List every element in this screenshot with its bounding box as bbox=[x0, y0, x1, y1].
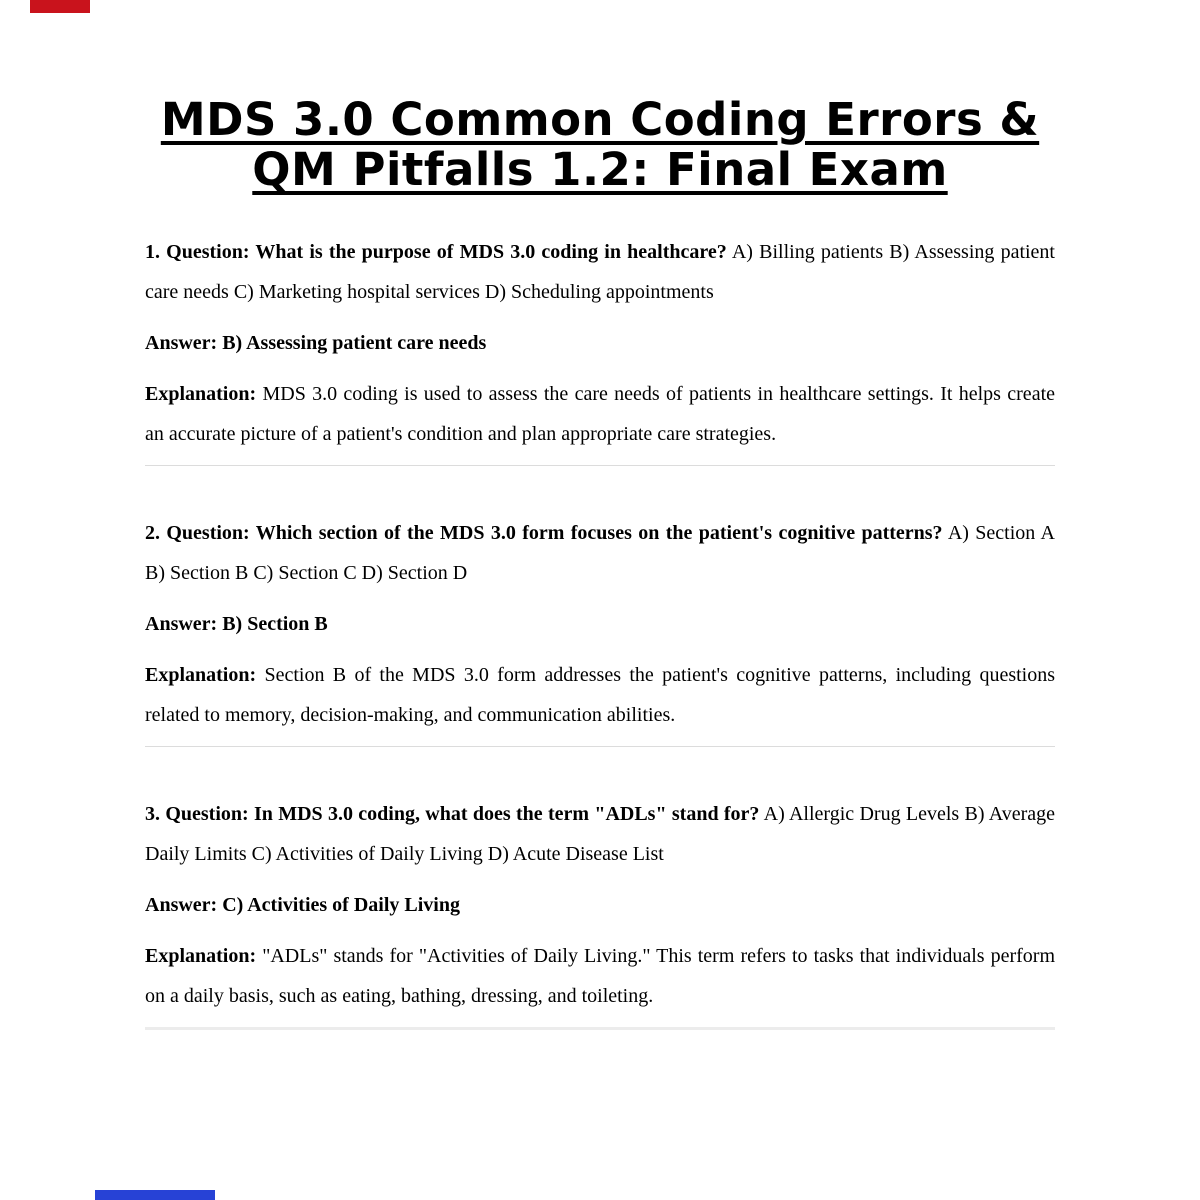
question-text: 3. Question: In MDS 3.0 coding, what does the term "ADLs" stand for? bbox=[145, 802, 760, 825]
question-block-2 bbox=[145, 513, 1055, 747]
explanation-label: Explanation: bbox=[145, 663, 257, 686]
section-divider bbox=[145, 465, 1055, 466]
explanation-text: "ADLs" stands for "Activities of Daily Living." This term refers to tasks that individuals perform on a daily basis, such as eating, bathing, dressing, and toileting. bbox=[145, 944, 1055, 1007]
answer-line: Answer: B) Assessing patient care needs bbox=[145, 331, 487, 354]
blue-corner-mark bbox=[95, 1190, 215, 1200]
explanation-paragraph bbox=[145, 936, 1055, 1016]
answer-line: Answer: C) Activities of Daily Living bbox=[145, 893, 460, 916]
question-paragraph bbox=[145, 232, 1055, 312]
page-title-line1: MDS 3.0 Common Coding Errors & bbox=[160, 93, 1040, 146]
explanation-paragraph bbox=[145, 655, 1055, 735]
question-block-3 bbox=[145, 794, 1055, 1030]
explanation-paragraph bbox=[145, 374, 1055, 454]
question-paragraph bbox=[145, 513, 1055, 593]
explanation-text: Section B of the MDS 3.0 form addresses the patient's cognitive patterns, including questions related to memory, decision-making, and communication abilities. bbox=[145, 663, 1055, 726]
explanation-text: MDS 3.0 coding is used to assess the care needs of patients in healthcare settings. It helps create an accurate picture of a patient's condition and plan appropriate care strategies. bbox=[145, 382, 1055, 445]
question-options: A) Section A B) Section B C) Section C D) Section D bbox=[145, 521, 1055, 584]
answer-line: Answer: B) Section B bbox=[145, 612, 328, 635]
question-options: A) Billing patients B) Assessing patient care needs C) Marketing hospital services D) Scheduling appointments bbox=[145, 240, 1055, 303]
section-divider bbox=[145, 746, 1055, 747]
page-title bbox=[145, 95, 1055, 196]
red-corner-mark bbox=[30, 0, 90, 13]
question-options: A) Allergic Drug Levels B) Average Daily Limits C) Activities of Daily Living D) Acute Disease List bbox=[145, 802, 1055, 865]
question-block-1 bbox=[145, 232, 1055, 466]
section-divider bbox=[145, 1027, 1055, 1030]
page-title-line2: QM Pitfalls 1.2: Final Exam bbox=[252, 143, 948, 197]
question-paragraph bbox=[145, 794, 1055, 874]
explanation-label: Explanation: bbox=[145, 382, 257, 405]
question-text: 1. Question: What is the purpose of MDS 3.0 coding in healthcare? bbox=[145, 240, 727, 263]
explanation-label: Explanation: bbox=[145, 944, 257, 967]
question-text: 2. Question: Which section of the MDS 3.0 form focuses on the patient's cognitive patterns? bbox=[145, 521, 943, 544]
